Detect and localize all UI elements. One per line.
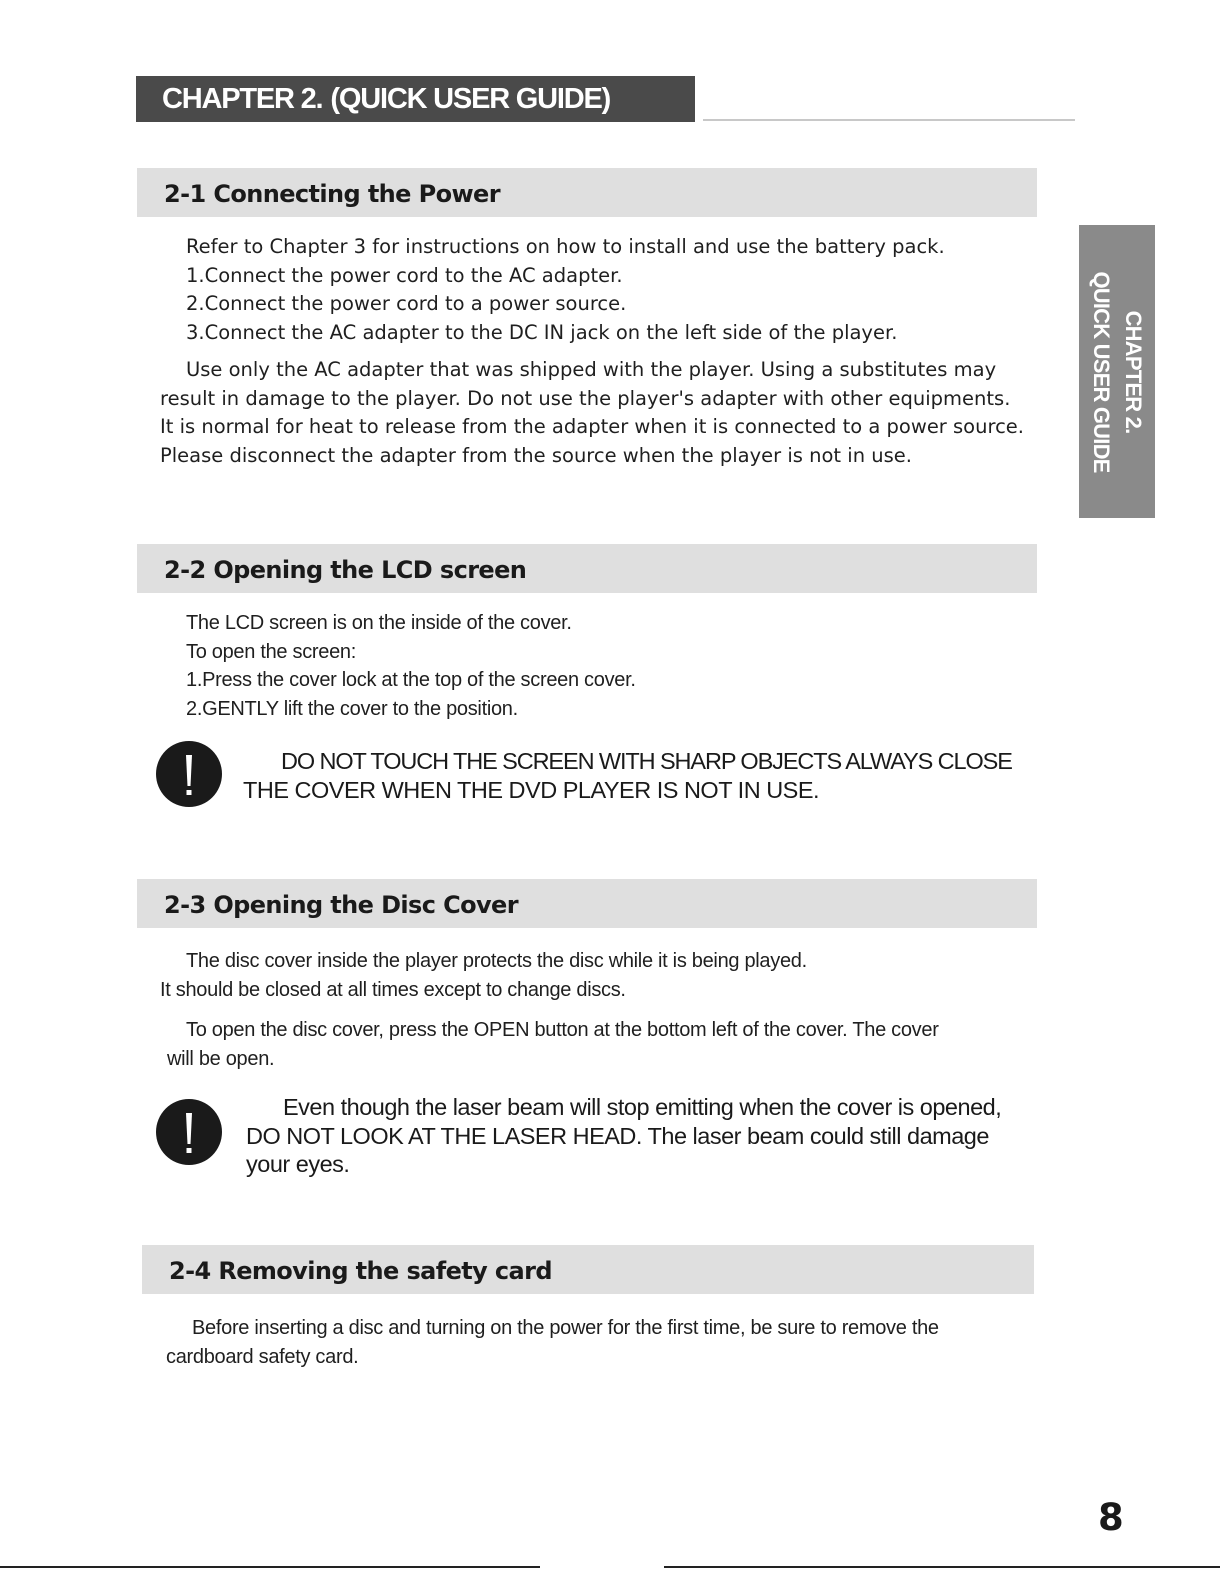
- text-line: It should be closed at all times except to change discs.: [160, 978, 626, 1001]
- exclamation-icon: [156, 741, 222, 807]
- section-2-2-steps: [160, 609, 1060, 723]
- exclamation-icon: [156, 1099, 222, 1165]
- text-line: The LCD screen is on the inside of the cover.: [186, 612, 572, 634]
- section-2-3-intro: [160, 947, 1060, 1004]
- text-line: your eyes.: [246, 1151, 350, 1177]
- side-tab-guide: QUICK USER GUIDE: [1089, 270, 1114, 473]
- text-line: Before inserting a disc and turning on the power for the first time, be sure to remove the: [192, 1317, 939, 1339]
- text-line: will be open.: [167, 1047, 275, 1070]
- section-2-1-steps: [160, 233, 1060, 347]
- side-chapter-tab: [1079, 225, 1155, 518]
- list-item: 1.Connect the power cord to the AC adapter.: [186, 263, 623, 287]
- lcd-warning-text: [243, 747, 1012, 804]
- list-item: 2.GENTLY lift the cover to the position.: [186, 697, 518, 720]
- section-2-3-instructions: [167, 1016, 1067, 1073]
- text-line: result in damage to the player. Do not use the player's adapter with other equipments.: [160, 386, 1011, 410]
- footer-rule-left: [0, 1566, 540, 1568]
- text-line: Even though the laser beam will stop emitting when the cover is opened,: [283, 1094, 1002, 1120]
- text-line: It is normal for heat to release from the adapter when it is connected to a power source.: [160, 415, 1024, 438]
- chapter-subtitle: (QUICK USER GUIDE): [330, 83, 611, 115]
- section-heading-2-2: 2-2 Opening the LCD screen: [137, 544, 1037, 593]
- text-line: DO NOT LOOK AT THE LASER HEAD. The laser beam could still damage: [246, 1122, 989, 1149]
- text-line: DO NOT TOUCH THE SCREEN WITH SHARP OBJECTS ALWAYS CLOSE: [281, 748, 1012, 774]
- section-heading-2-4: 2-4 Removing the safety card: [142, 1245, 1034, 1294]
- side-tab-text: [1085, 225, 1149, 518]
- footer-rule-right: [664, 1566, 1220, 1568]
- list-item: 1.Press the cover lock at the top of the screen cover.: [186, 669, 636, 691]
- text-line: THE COVER WHEN THE DVD PLAYER IS NOT IN USE.: [243, 776, 820, 803]
- text-line: Please disconnect the adapter from the source when the player is not in use.: [160, 443, 912, 467]
- section-heading-2-1: 2-1 Connecting the Power: [137, 168, 1037, 217]
- text-line: To open the screen:: [186, 640, 356, 663]
- text-line: Use only the AC adapter that was shipped with the player. Using a substitutes may: [186, 358, 997, 381]
- section-2-1-note: [160, 356, 1060, 470]
- text-line: To open the disc cover, press the OPEN button at the bottom left of the cover. The cover: [186, 1019, 939, 1041]
- list-item: 3.Connect the AC adapter to the DC IN jack on the left side of the player.: [186, 320, 898, 344]
- page-number: 8: [1098, 1496, 1124, 1539]
- laser-warning-text: [246, 1093, 1001, 1179]
- section-heading-2-3: 2-3 Opening the Disc Cover: [137, 879, 1037, 928]
- text-line: cardboard safety card.: [166, 1345, 359, 1368]
- header-rule: [703, 119, 1075, 121]
- section-2-4-text: [166, 1314, 1066, 1371]
- text-line: The disc cover inside the player protects the disc while it is being played.: [186, 950, 807, 972]
- text-line: Refer to Chapter 3 for instructions on how to install and use the battery pack.: [186, 235, 945, 258]
- chapter-header: [136, 76, 695, 122]
- list-item: 2.Connect the power cord to a power source.: [186, 292, 627, 315]
- chapter-label: CHAPTER 2.: [162, 83, 323, 115]
- side-tab-chapter: CHAPTER 2.: [1121, 310, 1146, 433]
